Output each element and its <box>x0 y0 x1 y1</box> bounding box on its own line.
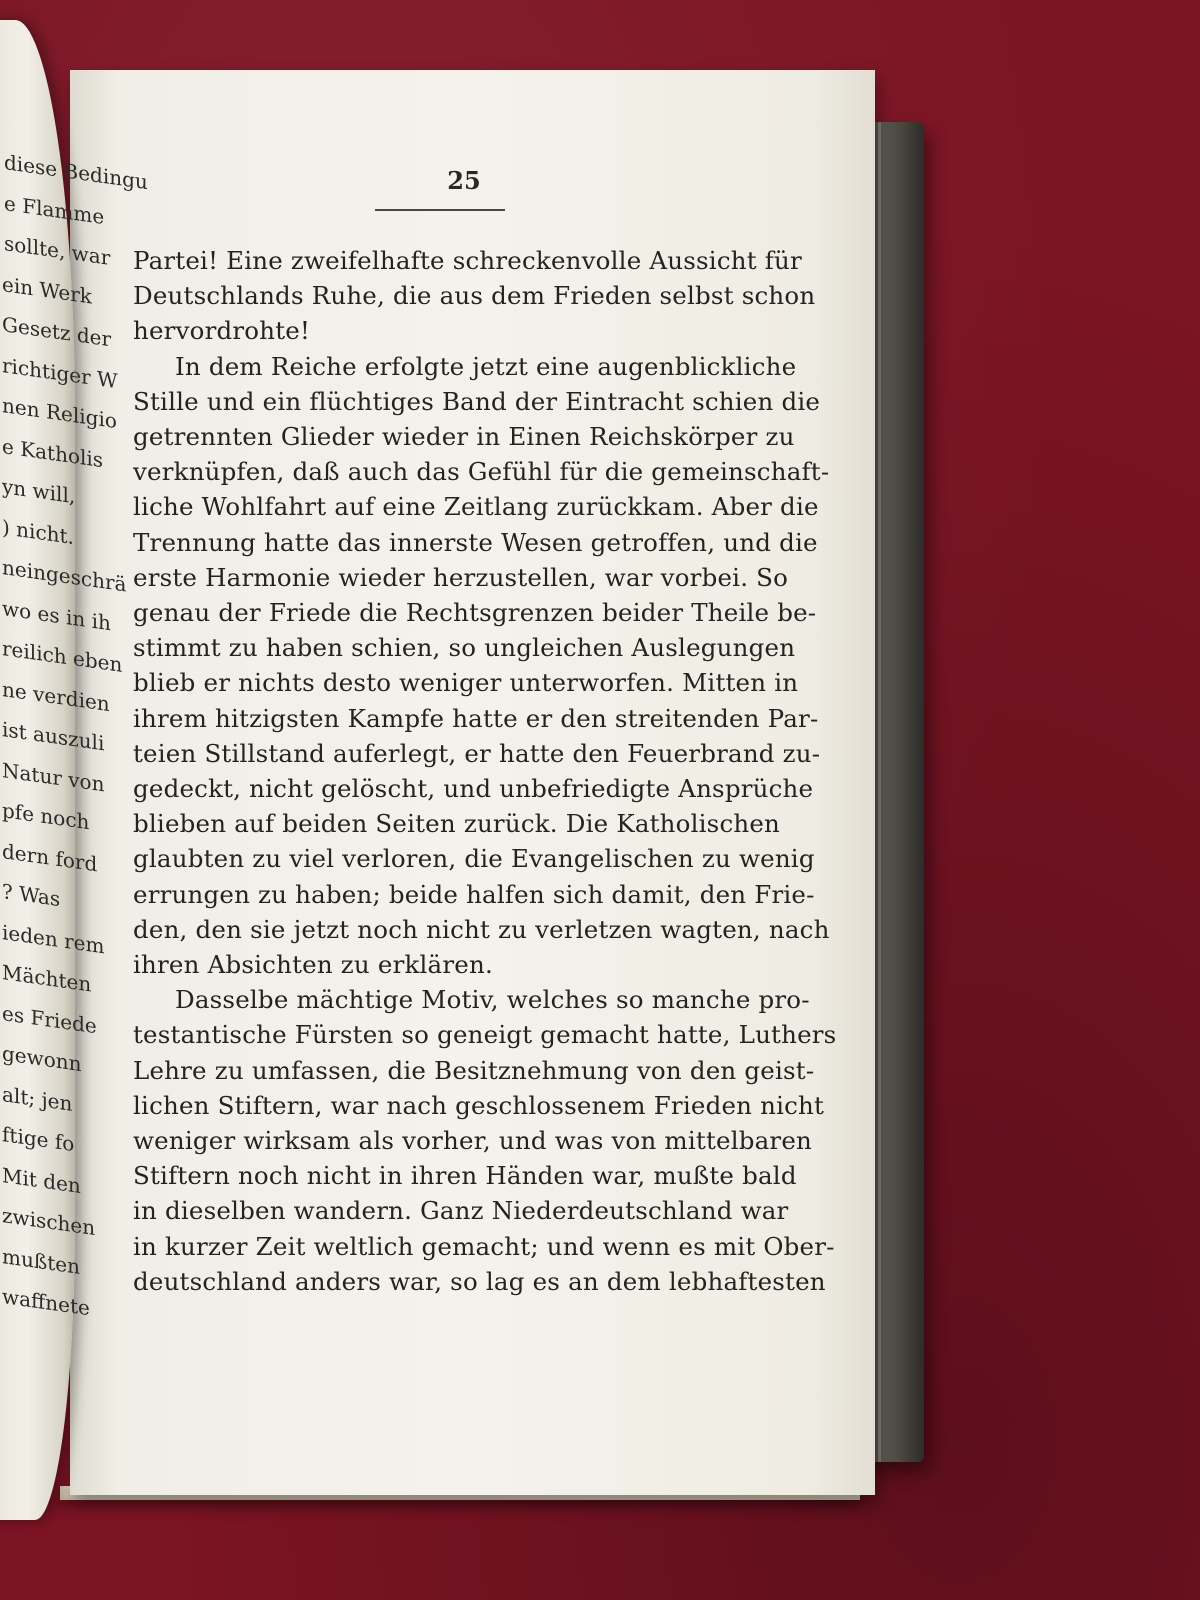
text-line: den, den sie jetzt noch nicht zu verletzen wagten, nach <box>133 914 830 944</box>
left-page-line-fragment: Gesetz der <box>2 312 112 352</box>
text-line: blieben auf beiden Seiten zurück. Die Katholischen <box>133 809 781 839</box>
text-line: Lehre zu umfassen, die Besitznehmung von den geist- <box>133 1055 815 1085</box>
left-page-line-fragment: e Flamme <box>4 190 105 229</box>
left-page-line-fragment: ftige fo <box>2 1122 75 1157</box>
text-line: errungen zu haben; beide halfen sich damit, den Frie- <box>133 879 815 909</box>
left-page-line-fragment: ieden rem <box>2 919 105 958</box>
text-line: glaubten zu viel verloren, die Evangelischen zu wenig <box>133 844 815 874</box>
left-page-line-fragment: mußten <box>2 1243 80 1279</box>
left-page-line-fragment: ne verdien <box>2 676 110 716</box>
text-line: lichen Stiftern, war nach geschlossenem Frieden nicht <box>133 1090 825 1120</box>
text-line: verknüpfen, daß auch das Gefühl für die gemeinschaft- <box>133 457 830 487</box>
text-line: gedeckt, nicht gelöscht, und unbefriedigte Ansprüche <box>133 774 814 803</box>
left-page-line-fragment: wo es in ih <box>2 595 111 635</box>
text-line: in kurzer Zeit weltlich gemacht; und wenn es mit Ober- <box>133 1231 835 1261</box>
left-page <box>0 0 148 1600</box>
text-line: testantische Fürsten so geneigt gemacht hatte, Luthers <box>133 1020 837 1050</box>
left-page-line-fragment: ) nicht. <box>2 514 74 549</box>
left-page-line-fragment: Natur von <box>2 757 105 796</box>
left-page-line-fragment: es Friede <box>2 1000 97 1038</box>
text-line: deutschland anders war, so lag es an dem lebhaftesten <box>133 1266 826 1296</box>
header-rule <box>375 209 505 211</box>
text-line: blieb er nichts desto weniger unterworfen. Mitten in <box>133 668 799 698</box>
text-line: getrennten Glieder wieder in Einen Reichskörper zu <box>133 422 795 451</box>
text-line: Deutschlands Ruhe, die aus dem Frieden selbst schon <box>133 281 816 311</box>
left-page-line-fragment: zwischen <box>2 1203 96 1241</box>
left-page-line-fragment: nen Religio <box>2 393 117 434</box>
text-line: erste Harmonie wieder herzustellen, war vorbei. So <box>133 562 789 592</box>
page-number: 25 <box>447 166 481 195</box>
left-page-line-fragment: reilich eben <box>2 636 123 677</box>
left-page-line-fragment: Mächten <box>2 960 92 997</box>
left-page-line-fragment: ein Werk <box>2 271 92 309</box>
left-page-line-fragment: yn will, <box>2 474 76 509</box>
left-page-line-fragment: sollte, war <box>4 231 111 270</box>
left-page-line-fragment: Mit den <box>2 1162 81 1198</box>
text-line: weniger wirksam als vorher, und was von mittelbaren <box>133 1126 813 1155</box>
text-line: Partei! Eine zweifelhafte schreckenvolle Aussicht für <box>133 246 802 275</box>
text-line: Trennung hatte das innerste Wesen getroffen, und die <box>133 527 818 557</box>
text-line: Stiftern noch nicht in ihren Händen war, mußte bald <box>133 1161 797 1191</box>
text-line: genau der Friede die Rechtsgrenzen beider Theile be- <box>133 598 817 627</box>
left-page-line-fragment: neingeschrä <box>2 555 127 597</box>
text-line: liche Wohlfahrt auf eine Zeitlang zurückkam. Aber die <box>133 492 819 522</box>
left-page-line-fragment: ? Was <box>2 879 61 912</box>
text-line: In dem Reiche erfolgte jetzt eine augenblickliche <box>175 351 797 381</box>
text-line: ihrem hitzigsten Kampfe hatte er den streitenden Par- <box>133 703 819 733</box>
text-line: hervordrohte! <box>133 316 311 346</box>
left-page-line-fragment: pfe noch <box>2 798 90 835</box>
text-line: teien Stillstand auferlegt, er hatte den Feuerbrand zu- <box>133 738 821 768</box>
left-page-line-fragment: dern ford <box>2 838 98 876</box>
left-page-line-fragment: waffnete <box>2 1284 90 1321</box>
left-page-line-fragment: ist auszuli <box>2 717 105 756</box>
left-page-line-fragment: alt; jen <box>2 1081 73 1116</box>
text-line: Dasselbe mächtige Motiv, welches so manche pro- <box>175 985 810 1015</box>
left-page-line-fragment: diese Bedingu <box>4 150 148 195</box>
text-line: ihren Absichten zu erklären. <box>133 950 493 979</box>
left-page-line-fragment: gewonn <box>2 1041 82 1077</box>
text-line: Stille und ein flüchtiges Band der Eintracht schien die <box>133 386 821 416</box>
text-line: stimmt zu haben schien, so ungleichen Auslegungen <box>133 633 796 663</box>
text-line: in dieselben wandern. Ganz Niederdeutschland war <box>133 1196 789 1226</box>
left-page-line-fragment: richtiger W <box>2 352 118 393</box>
left-page-line-fragment: e Katholis <box>2 433 104 472</box>
